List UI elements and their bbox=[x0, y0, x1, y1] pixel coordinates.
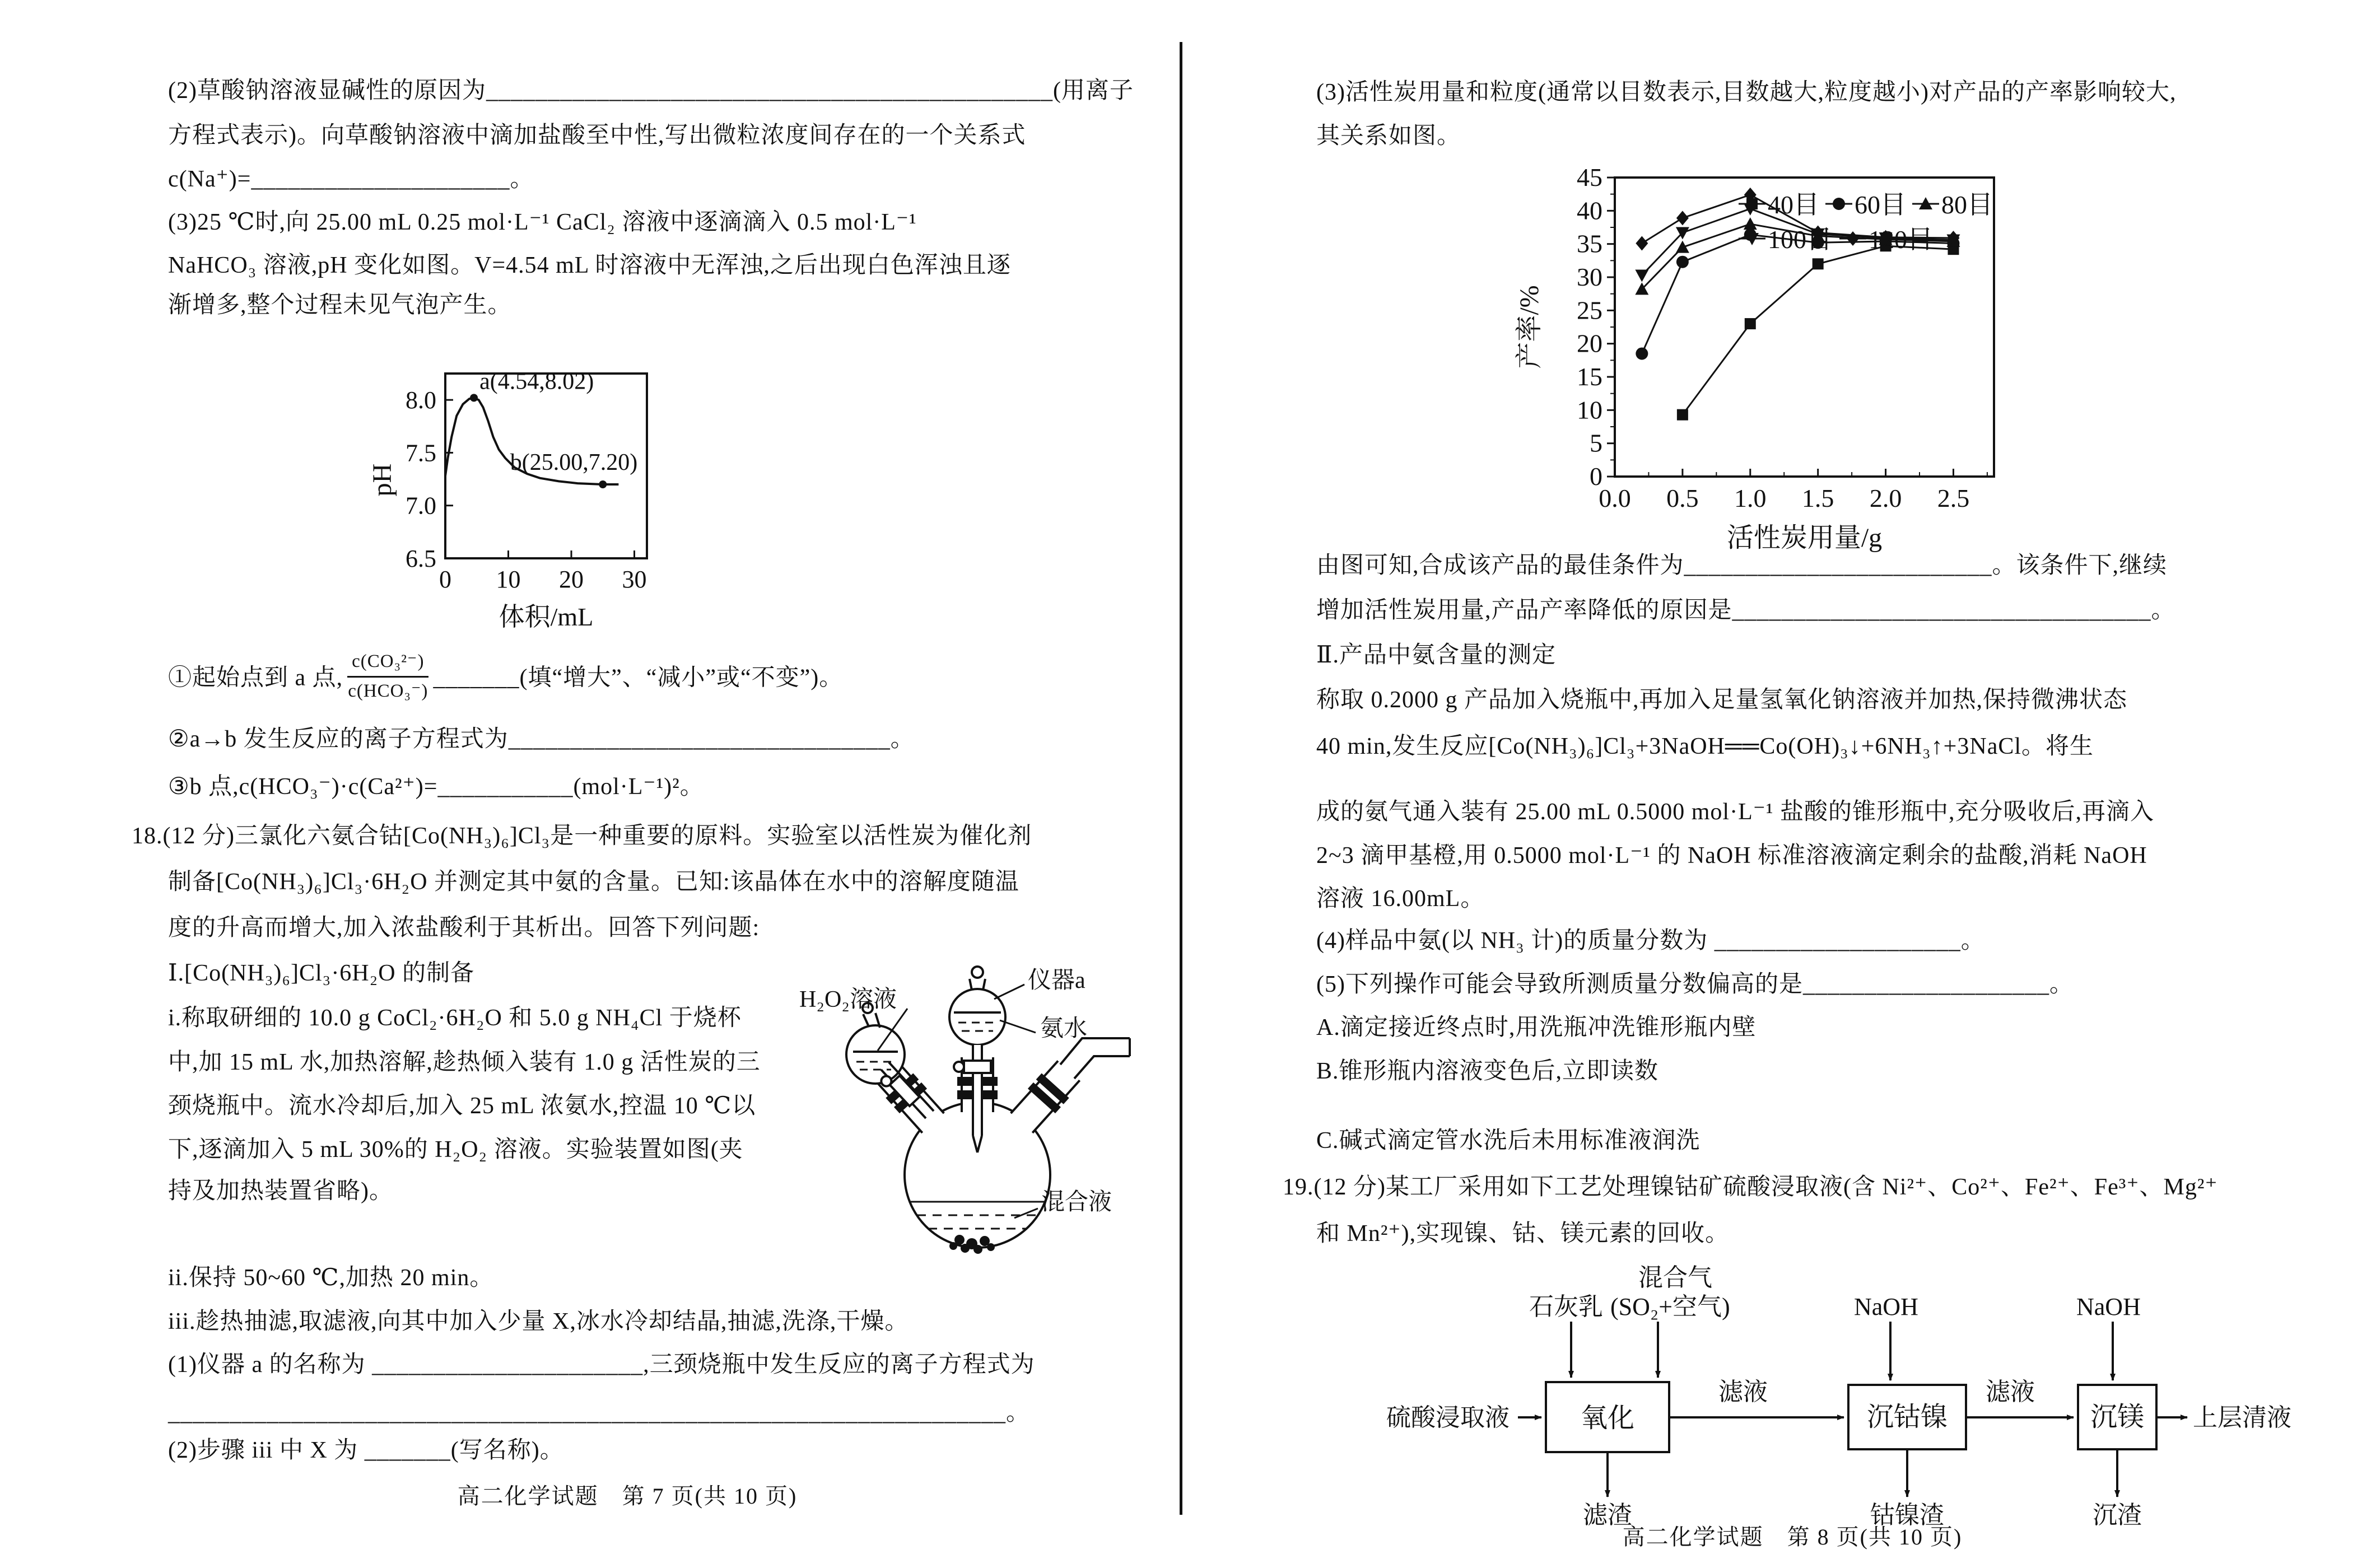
filtrate2-label: 滤液 bbox=[1986, 1378, 2035, 1406]
q19-line1: 19.(12 分)某工厂采用如下工艺处理镍钴矿硫酸浸取液(含 Ni²⁺、Co²⁺、Fe²⁺、Fe³⁺、Mg²⁺ bbox=[1283, 1174, 2218, 1200]
ph-chart-svg bbox=[358, 348, 739, 634]
svg-text:100目: 100目 bbox=[1768, 225, 1832, 254]
item1-suffix: (填“增大”、“减小”或“不变”)。 bbox=[519, 665, 844, 691]
page-divider bbox=[1180, 42, 1182, 1515]
q19-line2: 和 Mn²⁺),实现镍、钴、镁元素的回收。 bbox=[1316, 1221, 1730, 1247]
q18-2: (2)步骤 iii 中 X 为 _______(写名称)。 bbox=[168, 1438, 564, 1463]
item-circle3: ③b 点,c(HCO₃⁻)·c(Ca²⁺)=___________(mol·L⁻¹)²。 bbox=[168, 774, 704, 800]
measure-line5: 溶液 16.00mL。 bbox=[1316, 886, 1485, 912]
apparatus-figure bbox=[793, 951, 1157, 1276]
measure-line3: 成的氨气通入装有 25.00 mL 0.5000 mol·L⁻¹ 盐酸的锥形瓶中,充分吸收后,再滴入 bbox=[1316, 799, 2155, 825]
q2-line3: c(Na⁺)=_____________________。 bbox=[168, 166, 534, 192]
section2-title: Ⅱ.产品中氨含量的测定 bbox=[1316, 642, 1557, 668]
svg-text:0: 0 bbox=[1590, 462, 1602, 491]
item1-prefix: ①起始点到 a 点, bbox=[168, 665, 343, 691]
option-a: A.滴定接近终点时,用洗瓶冲洗锥形瓶内壁 bbox=[1316, 1015, 1757, 1040]
q18-1-line1: (1)仪器 a 的名称为 ______________________,三颈烧瓶中发生反应的离子方程式为 bbox=[168, 1352, 1035, 1378]
measure-line1: 称取 0.2000 g 产品加入烧瓶中,再加入足量氢氧化钠溶液并加热,保持微沸状态 bbox=[1316, 687, 2128, 713]
step-i-line2: 中,加 15 mL 水,加热溶解,趁热倾入装有 1.0 g 活性炭的三 bbox=[168, 1049, 761, 1075]
fraction-denominator: c(HCO₃⁻) bbox=[348, 680, 428, 701]
svg-text:8.0: 8.0 bbox=[406, 386, 436, 414]
item-circle2: ②a→b 发生反应的离子方程式为_______________________________。 bbox=[168, 726, 915, 752]
q18-4: (4)样品中氨(以 NH₃ 计)的质量分数为 ____________________。 bbox=[1316, 928, 1985, 954]
svg-text:0.0: 0.0 bbox=[1599, 484, 1631, 512]
svg-text:45: 45 bbox=[1577, 163, 1602, 192]
magnesium-box-label: 沉镁 bbox=[2090, 1402, 2145, 1432]
item-circle1 bbox=[168, 651, 844, 706]
filtrate1-label: 滤液 bbox=[1718, 1378, 1768, 1406]
q18-1-line2: ____________________________________________________________________。 bbox=[168, 1400, 1030, 1426]
svg-text:b(25.00,7.20): b(25.00,7.20) bbox=[510, 450, 638, 475]
step-i-line4: 下,逐滴加入 5 mL 30%的 H₂O₂ 溶液。实验装置如图(夹 bbox=[168, 1137, 743, 1163]
naoh1-label: NaOH bbox=[1854, 1293, 1918, 1320]
q18-5: (5)下列操作可能会导致所测质量分数偏高的是____________________。 bbox=[1316, 972, 2074, 997]
svg-text:40: 40 bbox=[1577, 196, 1602, 225]
option-b: B.锥形瓶内溶液变色后,立即读数 bbox=[1316, 1058, 1659, 1084]
svg-text:30: 30 bbox=[622, 566, 647, 593]
step-i-line1: i.称取研细的 10.0 g CoCl₂·6H₂O 和 5.0 g NH₄Cl 于烧杯 bbox=[168, 1005, 742, 1031]
cobalt-nickel-box-label: 沉钴镍 bbox=[1867, 1402, 1948, 1432]
svg-text:7.0: 7.0 bbox=[406, 492, 436, 520]
svg-text:a(4.54,8.02): a(4.54,8.02) bbox=[479, 368, 594, 395]
ph-volume-chart bbox=[358, 348, 739, 634]
h2o2-label: H₂O₂溶液 bbox=[799, 987, 897, 1012]
svg-text:pH: pH bbox=[367, 463, 397, 497]
fig-conclusion-line1: 由图可知,合成该产品的最佳条件为_________________________。该条件下,继续 bbox=[1316, 553, 2168, 578]
svg-text:2.5: 2.5 bbox=[1937, 484, 1970, 512]
measure-line4: 2~3 滴甲基橙,用 0.5000 mol·L⁻¹ 的 NaOH 标准溶液滴定剩余的盐酸,消耗 NaOH bbox=[1316, 843, 2147, 869]
svg-text:5: 5 bbox=[1590, 428, 1602, 458]
residue2-label: 钴镍渣 bbox=[1870, 1501, 1944, 1529]
yield-chart-svg bbox=[1512, 163, 2072, 553]
svg-text:10: 10 bbox=[1577, 395, 1602, 424]
q18-3-line1: (3)活性炭用量和粒度(通常以目数表示,目数越大,粒度越小)对产品的产率影响较大, bbox=[1316, 80, 2177, 105]
option-c: C.碱式滴定管水洗后未用标准液润洗 bbox=[1316, 1128, 1701, 1154]
step-ii: ii.保持 50~60 ℃,加热 20 min。 bbox=[168, 1265, 494, 1291]
step-iii: iii.趁热抽滤,取滤液,向其中加入少量 X,冰水冷却结晶,抽滤,洗涤,干燥。 bbox=[168, 1309, 909, 1334]
lime-label: 石灰乳 bbox=[1529, 1293, 1603, 1320]
svg-text:35: 35 bbox=[1577, 229, 1602, 258]
svg-text:80目: 80目 bbox=[1941, 190, 1993, 219]
concentration-fraction bbox=[347, 651, 428, 702]
svg-text:20: 20 bbox=[1577, 329, 1602, 358]
ammonia-label: 氨水 bbox=[1040, 1016, 1088, 1042]
section1-title: Ⅰ.[Co(NH₃)₆]Cl₃·6H₂O 的制备 bbox=[168, 960, 475, 986]
measure-line2: 40 min,发生反应[Co(NH₃)₆]Cl₃+3NaOH══Co(OH)₃↓+6NH₃↑+3NaCl。将生 bbox=[1316, 734, 2094, 759]
svg-text:10: 10 bbox=[496, 566, 521, 593]
fraction-numerator: c(CO₃²⁻) bbox=[347, 651, 428, 678]
page7-footer: 高二化学试题 第 7 页(共 10 页) bbox=[457, 1483, 798, 1509]
instrument-a-label: 仪器a bbox=[1028, 968, 1086, 993]
svg-text:活性炭用量/g: 活性炭用量/g bbox=[1726, 523, 1883, 553]
q2-line1: (2)草酸钠溶液显碱性的原因为______________________________________________(用离子 bbox=[168, 78, 1134, 104]
svg-text:120目: 120目 bbox=[1869, 225, 1933, 254]
q18-line2: 制备[Co(NH₃)₆]Cl₃·6H₂O 并测定其中氨的含量。已知:该晶体在水中的溶解度随温 bbox=[168, 869, 1019, 895]
mixture-label: 混合液 bbox=[1041, 1189, 1112, 1215]
svg-text:25: 25 bbox=[1577, 296, 1602, 325]
svg-text:20: 20 bbox=[559, 566, 584, 593]
svg-text:0.5: 0.5 bbox=[1666, 484, 1699, 512]
q3-line1: (3)25 ℃时,向 25.00 mL 0.25 mol·L⁻¹ CaCl₂ 溶液中逐滴滴入 0.5 mol·L⁻¹ bbox=[168, 209, 917, 235]
residue3-label: 沉渣 bbox=[2093, 1501, 2142, 1529]
fig-conclusion-line2: 增加活性炭用量,产品产率降低的原因是__________________________________。 bbox=[1316, 598, 2175, 623]
svg-text:体积/mL: 体积/mL bbox=[499, 603, 594, 631]
answer-blank: _______ bbox=[433, 665, 520, 691]
residue1-label: 滤渣 bbox=[1583, 1501, 1632, 1529]
svg-text:40目: 40目 bbox=[1768, 190, 1819, 219]
process-flowchart bbox=[1355, 1259, 2296, 1528]
page8-footer: 高二化学试题 第 8 页(共 10 页) bbox=[1622, 1524, 1963, 1550]
so2-air-label: (SO₂+空气) bbox=[1610, 1293, 1730, 1320]
svg-text:2.0: 2.0 bbox=[1869, 484, 1902, 512]
svg-text:1.0: 1.0 bbox=[1734, 484, 1767, 512]
svg-text:0: 0 bbox=[439, 566, 451, 593]
feed-label: 硫酸浸取液 bbox=[1386, 1404, 1510, 1431]
svg-text:30: 30 bbox=[1577, 263, 1602, 291]
oxidation-box-label: 氧化 bbox=[1581, 1403, 1635, 1433]
svg-text:6.5: 6.5 bbox=[406, 545, 436, 572]
step-i-line5: 持及加热装置省略)。 bbox=[168, 1178, 393, 1204]
svg-text:7.5: 7.5 bbox=[406, 439, 436, 467]
q3-line2: NaHCO₃ 溶液,pH 变化如图。V=4.54 mL 时溶液中无浑浊,之后出现白色浑浊且逐 bbox=[168, 253, 1011, 278]
q3-line3: 渐增多,整个过程未见气泡产生。 bbox=[168, 292, 512, 318]
q18-line3: 度的升高而增大,加入浓盐酸利于其析出。回答下列问题: bbox=[168, 915, 760, 941]
naoh2-label: NaOH bbox=[2076, 1293, 2141, 1320]
yield-chart bbox=[1512, 163, 2072, 553]
svg-text:1.5: 1.5 bbox=[1801, 484, 1834, 512]
svg-text:产率/%: 产率/% bbox=[1515, 285, 1544, 369]
mix-gas-label: 混合气 bbox=[1638, 1264, 1712, 1291]
q2-line2: 方程式表示)。向草酸钠溶液中滴加盐酸至中性,写出微粒浓度间存在的一个关系式 bbox=[168, 123, 1026, 148]
q18-3-line2: 其关系如图。 bbox=[1316, 123, 1461, 149]
svg-text:60目: 60目 bbox=[1855, 190, 1906, 219]
svg-text:15: 15 bbox=[1577, 362, 1602, 391]
step-i-line3: 颈烧瓶中。流水冷却后,加入 25 mL 浓氨水,控温 10 ℃以 bbox=[168, 1093, 756, 1119]
q18-line1: 18.(12 分)三氯化六氨合钴[Co(NH₃)₆]Cl₃是一种重要的原料。实验室以活性炭为催化剂 bbox=[132, 823, 1032, 849]
supernatant-label: 上层清液 bbox=[2193, 1404, 2291, 1431]
